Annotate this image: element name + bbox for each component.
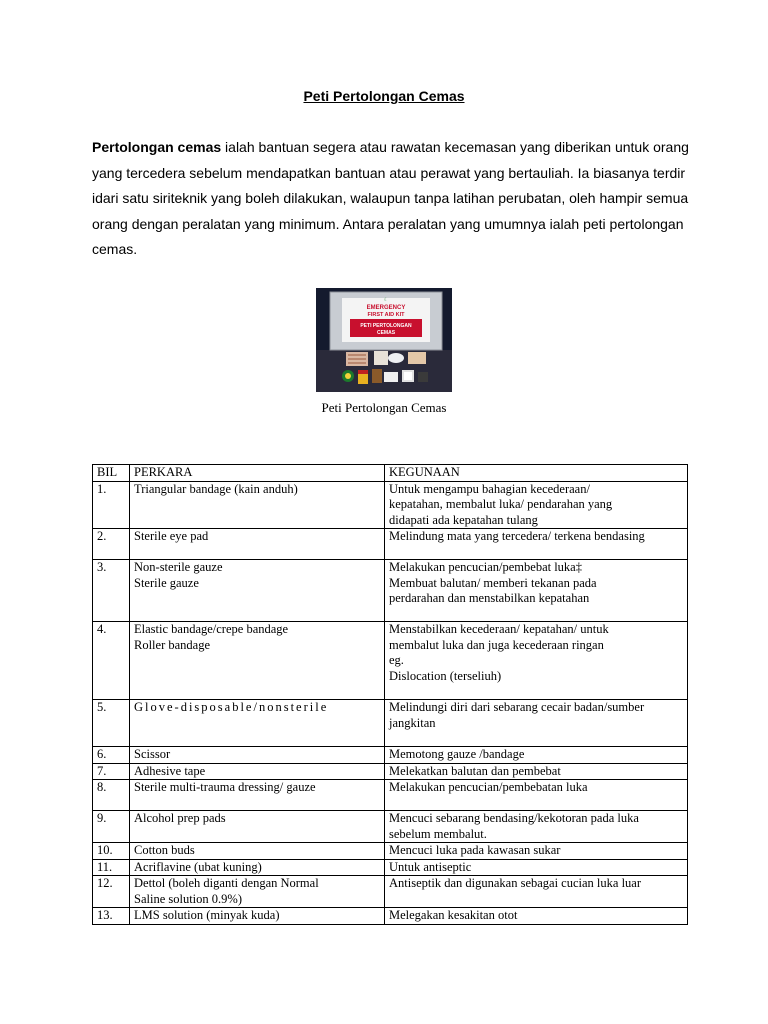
row-usage <box>385 811 688 843</box>
table-row <box>93 908 688 925</box>
usage-line: Memotong gauze /bandage <box>389 747 525 761</box>
photo-caption: Peti Pertolongan Cemas <box>321 400 447 415</box>
first-aid-kit-illustration <box>316 288 452 392</box>
row-usage <box>385 763 688 780</box>
usage-line: eg. <box>389 653 404 667</box>
kit-label-line-2: FIRST AID KIT <box>367 312 405 318</box>
row-usage <box>385 780 688 811</box>
item-line: Dettol (boleh diganti dengan Normal <box>134 876 319 890</box>
row-usage <box>385 859 688 876</box>
usage-line: Melindungi diri dari sebarang cecair badan/sumber <box>389 700 645 714</box>
item-line: Triangular bandage (kain anduh) <box>134 481 298 496</box>
header-kegunaan: KEGUNAAN <box>385 465 688 482</box>
usage-line: membalut luka dan juga kecederaan ringan <box>389 637 604 652</box>
row-number: 1. <box>93 481 130 529</box>
table-row <box>93 622 688 700</box>
table-row <box>93 843 688 860</box>
row-item <box>130 876 385 908</box>
table-row <box>93 747 688 764</box>
usage-line: perdarahan dan menstabilkan kepatahan <box>389 591 590 605</box>
usage-line: Mencuci sebarang bendasing/kekotoran pada luka <box>389 811 639 825</box>
table-row <box>93 700 688 747</box>
usage-line: Mencuci luka pada kawasan sukar <box>389 843 561 857</box>
row-usage <box>385 876 688 908</box>
row-number: 13. <box>93 908 130 925</box>
row-item <box>130 700 385 747</box>
header-perkara: PERKARA <box>130 465 385 482</box>
row-usage <box>385 529 688 560</box>
table-row <box>93 481 688 529</box>
item-line: Roller bandage <box>134 637 211 652</box>
item-line: Sterile eye pad <box>134 529 209 543</box>
usage-line: Membuat balutan/ memberi tekanan pada <box>389 575 597 590</box>
row-number: 8. <box>93 780 130 811</box>
first-aid-kit-photo <box>316 288 452 392</box>
item-line: Sterile gauze <box>134 575 199 590</box>
usage-line: Melakukan pencucian/pembebatan luka <box>389 780 588 794</box>
usage-line: sebelum membalut. <box>389 826 487 841</box>
item-line: Saline solution 0.9%) <box>134 891 242 906</box>
item-line: Cotton buds <box>134 843 195 857</box>
row-item <box>130 529 385 560</box>
table-header-row <box>93 465 688 482</box>
table-row <box>93 763 688 780</box>
row-usage <box>385 622 688 700</box>
table-row <box>93 560 688 622</box>
row-number: 4. <box>93 622 130 700</box>
usage-line: Melakukan pencucian/pembebat luka‡ <box>389 560 582 574</box>
kit-label-line-1: EMERGENCY <box>366 305 406 311</box>
item-line: Elastic bandage/crepe bandage <box>134 622 289 636</box>
usage-line: Untuk antiseptic <box>389 859 472 874</box>
usage-line: Melegakan kesakitan otot <box>389 908 518 922</box>
row-usage <box>385 481 688 529</box>
document-title: Peti Pertolongan Cemas <box>303 88 465 104</box>
usage-line: Menstabilkan kecederaan/ kepatahan/ untuk <box>389 622 609 636</box>
row-number: 5. <box>93 700 130 747</box>
row-item <box>130 560 385 622</box>
row-usage <box>385 560 688 622</box>
row-number: 9. <box>93 811 130 843</box>
row-item <box>130 763 385 780</box>
usage-line: didapati ada kepatahan tulang <box>389 512 538 527</box>
row-number: 11. <box>93 859 130 876</box>
usage-line: Melekatkan balutan dan pembebat <box>389 763 561 778</box>
row-item <box>130 780 385 811</box>
row-item <box>130 622 385 700</box>
row-usage <box>385 908 688 925</box>
table-row <box>93 811 688 843</box>
row-usage <box>385 843 688 860</box>
row-usage <box>385 747 688 764</box>
kit-label-line-4: CEMAS <box>376 330 396 336</box>
kit-label-line-3: PETI PERTOLONGAN <box>360 323 412 329</box>
item-line: LMS solution (minyak kuda) <box>134 908 280 922</box>
row-number: 3. <box>93 560 130 622</box>
usage-line: jangkitan <box>389 715 436 730</box>
row-usage <box>385 700 688 747</box>
item-line: Glove-disposable/nonsterile <box>134 700 329 714</box>
table-row <box>93 780 688 811</box>
svg-text:☾: ☾ <box>383 297 389 303</box>
row-number: 7. <box>93 763 130 780</box>
row-item <box>130 747 385 764</box>
usage-line: Melindung mata yang tercedera/ terkena bendasing <box>389 529 645 543</box>
intro-lead-term: Pertolongan cemas <box>92 139 222 155</box>
header-bil: BIL <box>93 465 130 482</box>
row-item <box>130 859 385 876</box>
usage-line: kepatahan, membalut luka/ pendarahan yang <box>389 497 613 511</box>
row-number: 6. <box>93 747 130 764</box>
usage-line: Dislocation (terseliuh) <box>389 668 502 683</box>
row-item <box>130 481 385 529</box>
item-line: Scissor <box>134 747 171 761</box>
row-item <box>130 843 385 860</box>
row-number: 12. <box>93 876 130 908</box>
item-line: Sterile multi-trauma dressing/ gauze <box>134 780 316 794</box>
intro-body-text: ialah bantuan segera atau rawatan kecemasan yang diberikan untuk orang yang tercedera sebelum mendapatkan bantuan atau perawat yang bertauliah. Ia biasanya terdir idari satu siriteknik yang boleh dilakukan, walaupun tanpa latihan perubatan, oleh hampir semua orang dengan peralatan yang minimum. Antara peralatan yang umumnya ialah peti pertolongan cemas. <box>92 139 689 257</box>
row-number: 10. <box>93 843 130 860</box>
intro-paragraph <box>92 135 692 263</box>
item-line: Non-sterile gauze <box>134 560 223 574</box>
row-item <box>130 908 385 925</box>
row-number: 2. <box>93 529 130 560</box>
item-line: Alcohol prep pads <box>134 811 226 825</box>
first-aid-items-table <box>92 464 688 925</box>
table-row <box>93 859 688 876</box>
usage-line: Antiseptik dan digunakan sebagai cucian luka luar <box>389 876 642 890</box>
table-row <box>93 876 688 908</box>
table-row <box>93 529 688 560</box>
usage-line: Untuk mengampu bahagian kecederaan/ <box>389 481 590 496</box>
item-line: Acriflavine (ubat kuning) <box>134 859 262 874</box>
item-line: Adhesive tape <box>134 763 206 778</box>
row-item <box>130 811 385 843</box>
